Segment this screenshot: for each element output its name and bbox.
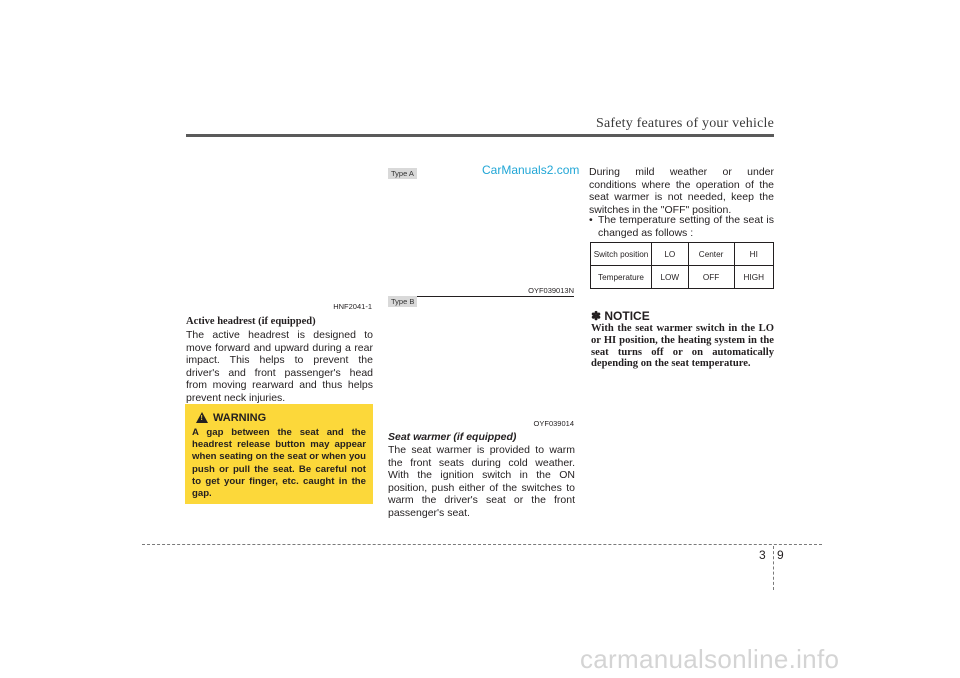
- site-watermark: carmanualsonline.info: [580, 644, 840, 674]
- table-cell: HI: [734, 243, 774, 266]
- bullet-item: [589, 214, 774, 239]
- section-heading: Seat warmer (if equipped): [388, 431, 517, 443]
- table-cell: Switch position: [591, 243, 652, 266]
- paragraph: The active headrest is designed to move forward and upward during a rear impact. This helps to prevent the driver's and front passenger's head from moving rearward and thus helps prevent neck injuries.: [186, 329, 373, 404]
- type-a-label: Type A: [388, 168, 417, 179]
- warning-text: A gap between the seat and the headrest release button may appear when seating on the seat or when you push or pull the seat. Be careful not to get your finger, etc. caught in the gap.: [192, 427, 366, 500]
- paragraph: During mild weather or under conditions where the operation of the seat warmer is not needed, keep the switches in the "OFF" position.: [589, 166, 774, 216]
- section-heading: Active headrest (if equipped): [186, 316, 316, 327]
- table-cell: LO: [652, 243, 689, 266]
- warning-title: WARNING: [213, 412, 267, 424]
- table-cell: Temperature: [591, 266, 652, 289]
- section-title: Safety features of your vehicle: [595, 116, 774, 131]
- table-cell: HIGH: [734, 266, 774, 289]
- figure-code: OYF039014: [533, 419, 574, 428]
- paragraph: The seat warmer is provided to warm the front seats during cold weather. With the ignition switch in the ON position, push either of the switches to warm the driver's seat or the front passenger's seat.: [388, 444, 575, 519]
- table-cell: Center: [688, 243, 734, 266]
- page-number-divider: [773, 546, 774, 590]
- bullet-icon: •: [589, 214, 593, 226]
- warning-box: [185, 404, 373, 504]
- figure-code: OYF039013N: [528, 286, 574, 295]
- temperature-table: [590, 242, 774, 289]
- bullet-text: The temperature setting of the seat is changed as follows :: [598, 214, 774, 239]
- exclamation-icon: !: [200, 415, 203, 422]
- table-cell: OFF: [688, 266, 734, 289]
- source-watermark: CarManuals2.com: [482, 163, 580, 177]
- table-row: [591, 266, 774, 289]
- table-row: [591, 243, 774, 266]
- page-number: 9: [777, 548, 784, 562]
- figure-code: HNF2041-1: [333, 302, 372, 311]
- header-rule: [186, 134, 774, 137]
- chapter-number: 3: [759, 548, 766, 562]
- notice-title: ✽ NOTICE: [591, 309, 650, 323]
- type-b-label: Type B: [388, 296, 417, 307]
- footer-divider: [142, 544, 822, 545]
- table-cell: LOW: [652, 266, 689, 289]
- notice-text: With the seat warmer switch in the LO or HI position, the heating system in the seat turns off or on automatically depending on the seat temperature.: [591, 323, 774, 370]
